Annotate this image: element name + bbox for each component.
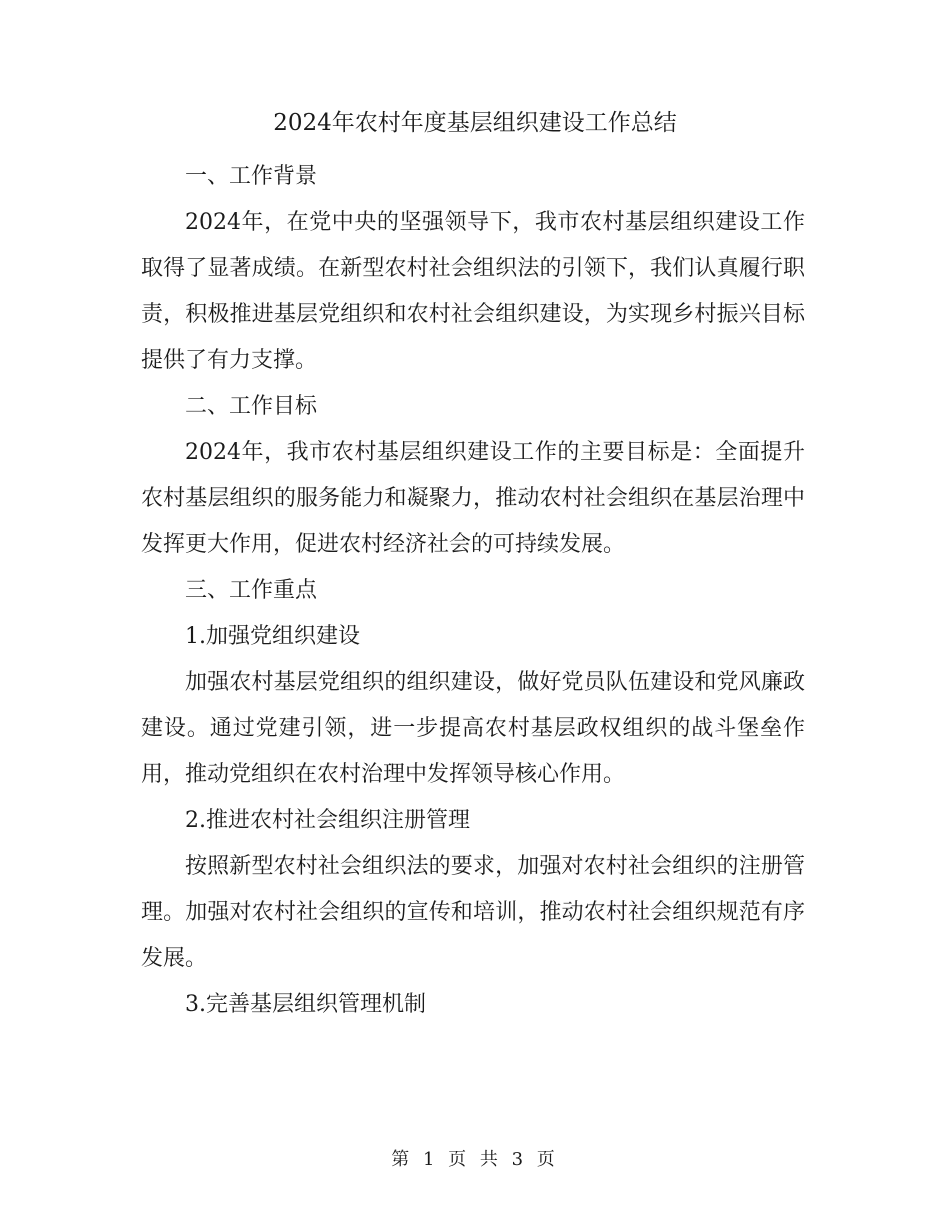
page-number-footer: 第 1 页 共 3 页 bbox=[391, 1149, 559, 1170]
section-heading-goals: 二、工作目标 bbox=[185, 394, 318, 419]
section-heading-background: 一、工作背景 bbox=[185, 164, 318, 189]
subheading-mechanism: 3.完善基层组织管理机制 bbox=[185, 992, 426, 1017]
subheading-registration: 2.推进农村社会组织注册管理 bbox=[185, 808, 470, 833]
document-title: 2024年农村年度基层组织建设工作总结 bbox=[273, 110, 677, 136]
subheading-party-building: 1.加强党组织建设 bbox=[185, 624, 360, 649]
document-body bbox=[141, 154, 805, 1028]
section-heading-focus: 三、工作重点 bbox=[185, 578, 318, 603]
paragraph-party-building: 加强农村基层党组织的组织建设，做好党员队伍建设和党风廉政建设。通过党建引领，进一步提高农村基层政权组织的战斗堡垒作用，推动党组织在农村治理中发挥领导核心作用。 bbox=[141, 670, 805, 787]
paragraph-background: 2024年，在党中央的坚强领导下，我市农村基层组织建设工作取得了显著成绩。在新型农村社会组织法的引领下，我们认真履行职责，积极推进基层党组织和农村社会组织建设，为实现乡村振兴目标提供了有力支撑。 bbox=[141, 210, 805, 373]
paragraph-registration: 按照新型农村社会组织法的要求，加强对农村社会组织的注册管理。加强对农村社会组织的宣传和培训，推动农村社会组织规范有序发展。 bbox=[141, 854, 805, 971]
paragraph-goals: 2024年，我市农村基层组织建设工作的主要目标是：全面提升农村基层组织的服务能力和凝聚力，推动农村社会组织在基层治理中发挥更大作用，促进农村经济社会的可持续发展。 bbox=[141, 440, 805, 557]
